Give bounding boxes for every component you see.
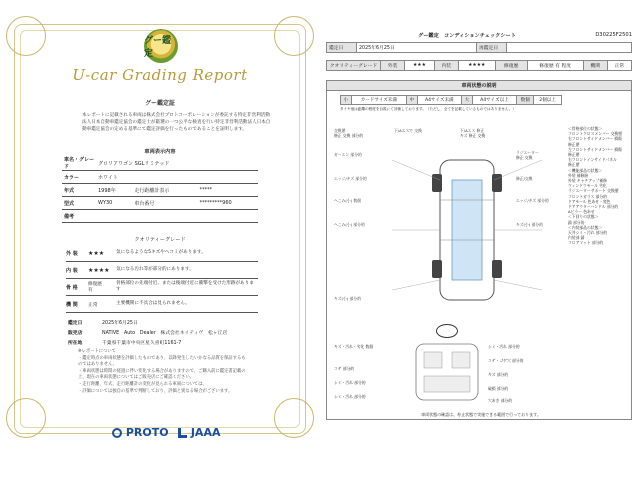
- footer-label: 所在地: [68, 340, 83, 346]
- parts-list-item: 修正歴: [568, 152, 580, 158]
- sheet-footer-note: 車両状態の確認は、券止状態で実施できる範囲で行っております。: [421, 412, 541, 417]
- vehicle-value: [96, 210, 258, 223]
- leader-line: [392, 160, 440, 180]
- certificate-subtitle: グー鑑定証: [144, 100, 175, 107]
- jaaa-logo-text: JAAA: [190, 426, 221, 439]
- note-line: ・評価については独自の基準で判断しており、評価と異なる場合がございます。: [78, 388, 233, 394]
- engine-value: 正常: [607, 61, 631, 71]
- vehicle-label: 車名・グレード: [64, 157, 95, 170]
- damage-label-title: 修正/交換: [516, 176, 533, 181]
- grade-key: 内 装: [66, 267, 78, 274]
- damage-label-title: ガーエン 部分的: [334, 152, 362, 157]
- vehicle-label: 年式: [62, 184, 96, 197]
- grade-summary-row: [327, 61, 632, 71]
- grade-desc: 主要機関に不具合は見られません。: [116, 301, 190, 306]
- rear-seat: [424, 376, 470, 392]
- vehicle-row: [62, 197, 258, 210]
- legend-key: 中: [406, 96, 417, 105]
- quality-grade-list: [66, 245, 258, 313]
- legend-value: 2個以上: [534, 96, 562, 105]
- damage-label-detail: 修正 交換: [516, 155, 533, 160]
- footer-value: 千葉県千葉市中央区星久喜町1161-7: [102, 340, 182, 346]
- date-row: [327, 43, 632, 53]
- interior-label: シミ・汚れ 部分的: [334, 394, 366, 399]
- ornament-top-right: [274, 16, 314, 56]
- legend-value: カードサイズ未満: [351, 96, 406, 105]
- vehicle-row: [62, 171, 258, 184]
- damage-label-title: ラジエーター: [516, 150, 539, 155]
- grade-stars: ★★★★: [88, 266, 110, 274]
- legend-value: A4サイズ以上: [472, 96, 516, 105]
- note-line: ※レポートについて: [78, 349, 116, 354]
- jaaa-logo: [178, 426, 220, 439]
- damage-label: [334, 198, 361, 203]
- interior-label: キズ 部分的: [488, 372, 509, 377]
- grade-label: クオリティーグレード: [327, 61, 381, 71]
- damage-label: [334, 152, 362, 157]
- grade-key: 機 関: [66, 301, 78, 308]
- vehicle-value: 1998年: [96, 184, 132, 197]
- proto-logo: [112, 426, 169, 439]
- footer-row: [66, 317, 258, 327]
- parts-list-item: Aピラー 色あせ: [568, 209, 595, 215]
- quality-grade-title: クオリティーグレード: [134, 237, 186, 243]
- interior-label: コゲ・ゴゲ穴 部分的: [488, 358, 524, 363]
- damage-label-title: へこみ(小) 数個: [334, 198, 361, 203]
- damage-label: [516, 222, 543, 227]
- vehicle-value: WY30: [96, 197, 132, 210]
- parts-list-item: ＜機能部品の状態＞: [568, 167, 603, 173]
- legend-key: 小: [341, 96, 352, 105]
- parts-condition-list: [568, 126, 632, 246]
- legend-row: [341, 96, 562, 105]
- condition-check-sheet: [320, 0, 640, 480]
- damage-label-title: 下/Aエス 修正: [460, 128, 485, 133]
- damage-label: [394, 128, 422, 133]
- leader-line: [494, 280, 542, 290]
- footer-value: NATIVE Auto Dealer 株式会社ネイティヴ 松ヶ丘店: [102, 330, 228, 336]
- badge-text: グー鑑定: [144, 36, 172, 59]
- damage-label: [334, 222, 365, 227]
- vehicle-row: [62, 156, 258, 171]
- parts-list-item: ドアモール 色あせ・変色: [568, 198, 611, 204]
- wheel-rear-right: [492, 260, 502, 278]
- damage-label: [516, 198, 549, 203]
- parts-list-item: フロントガラス 部分的: [568, 193, 607, 199]
- vehicle-value: *****: [198, 184, 258, 197]
- grade-row: [66, 245, 258, 262]
- ornament-top-left: [6, 16, 46, 56]
- grade-stars: ★★★: [88, 249, 105, 257]
- grade-row: [66, 279, 258, 296]
- footer-label: 販売店: [68, 330, 83, 336]
- repair-label: 修復歴: [495, 61, 527, 71]
- ornament-bottom-left: [6, 398, 46, 438]
- footer-row: [66, 327, 258, 337]
- certificate-footer-table: [66, 317, 258, 347]
- parts-list-item: 右フロントサイドメンバー 損傷: [568, 136, 622, 142]
- proto-logo-text: PROTO: [125, 426, 169, 439]
- legend-key: 大: [462, 96, 473, 105]
- exterior-value: ★★★: [405, 61, 435, 71]
- grade-desc: 気になる汚れ等が部分的にあります。: [116, 267, 194, 272]
- grade-desc: 骨格部位の先端付近、または後端付近に衝撃を受けた形跡があります: [116, 281, 254, 292]
- parts-list-item: フロントクロスメンバー 交換歴: [568, 131, 623, 137]
- damage-label-title: へこみ(小) 部分的: [334, 222, 365, 227]
- damage-label-title: 下/Aエスで 交換: [394, 128, 422, 133]
- jaaa-logo-icon: [178, 428, 187, 438]
- quality-grade-table: [326, 60, 632, 71]
- parts-list-item: フロアマット 部分的: [568, 240, 604, 246]
- grade-row: [66, 262, 258, 279]
- parts-list-item: 修正歴: [568, 141, 580, 147]
- ornament-bottom-right: [274, 398, 314, 438]
- grade-key: 骨 格: [66, 284, 78, 291]
- engine-label: 機関: [583, 61, 607, 71]
- vehicle-value: グロリアワゴン SGLリミテッド: [96, 156, 258, 171]
- vehicle-section-title: 車両表示内容: [144, 149, 176, 155]
- repair-value: 修復歴 有 程度: [527, 61, 583, 71]
- damage-label-title: 交換歴: [334, 128, 346, 133]
- footer-label: 鑑定日: [68, 320, 83, 326]
- parts-list-item: 内装部 錆: [568, 235, 585, 241]
- grade-stars: 修復歴 有: [88, 282, 102, 293]
- parts-list-item: ＜内装部品の状態＞: [568, 224, 603, 230]
- condition-title: 車両状態の説明: [326, 80, 632, 91]
- legend-value: A4サイズ未満: [417, 96, 461, 105]
- vehicle-label: 走行距離計表示: [132, 184, 197, 197]
- vehicle-row: [62, 210, 258, 223]
- leader-line: [392, 280, 440, 290]
- parts-list-item: 修正歴: [568, 162, 580, 168]
- parts-list-item: 天井シミ・汚れ 部分的: [568, 230, 608, 236]
- parts-list-item: ＜骨格部位の状態＞: [568, 126, 603, 131]
- note-line: ・鑑定時点の車両状態を評価したものであり、以降発生したいかなる品質を保証するものではありません。: [78, 355, 246, 368]
- car-roof: [452, 180, 482, 280]
- interior-label: シミ・汚れ 部分的: [488, 344, 520, 349]
- parts-list-item: ＜下回りの状態＞: [568, 214, 599, 220]
- interior-label: 内装: [434, 61, 458, 71]
- legend-note: タイヤ他は距離の程度を目視にて評価しております。（ただし、全てを記載しているものではありません。）: [340, 107, 516, 111]
- damage-label-title: エッジ/キズ 部分的: [516, 198, 549, 203]
- interior-diagram: [406, 342, 488, 404]
- front-seat-left: [424, 352, 442, 368]
- parts-list-item: ラジエーターサポート 交換歴: [568, 188, 619, 194]
- damage-label: [334, 176, 367, 181]
- damage-label: [516, 150, 539, 160]
- wheel-front-left: [432, 174, 442, 192]
- interior-label: シミ・汚れ 部分的: [334, 380, 366, 385]
- steering-wheel-icon: [436, 324, 458, 338]
- document-number: D30225F2501: [595, 32, 632, 38]
- parts-list-item: ドアアウターハンドル 部分的: [568, 204, 619, 210]
- reinspect-label: 再鑑定日: [477, 43, 507, 53]
- vehicle-diagram: [392, 140, 542, 320]
- interior-label: キズ・汚れ・劣化 数個: [334, 344, 374, 349]
- footer-value: 2025年6月25日: [102, 320, 138, 326]
- date-value: 2025年6月25日: [357, 43, 477, 53]
- parts-list-item: 外装 補修跡: [568, 172, 589, 178]
- vehicle-row: [62, 184, 258, 197]
- reinspect-value: [507, 43, 632, 53]
- date-label: 鑑定日: [327, 43, 357, 53]
- damage-label-detail: 修正 交換 部分的: [334, 133, 363, 138]
- grade-stars: 正常: [88, 302, 98, 308]
- vehicle-value: *********960: [198, 197, 258, 210]
- vehicle-info-table: [62, 156, 258, 223]
- footer-row: [66, 337, 258, 347]
- interior-label: 穴あき 部分的: [488, 398, 512, 403]
- grade-key: 外 装: [66, 250, 78, 257]
- certificate-title: U-car Grading Report: [72, 66, 248, 84]
- damage-label-title: キズ(小) 部分的: [516, 222, 543, 227]
- damage-label: [334, 128, 363, 138]
- vehicle-label: 車台番号: [132, 197, 197, 210]
- note-line: ・走行距離、年式、走行距離計の変化が見られる車両については、: [78, 381, 207, 387]
- size-legend: [340, 95, 562, 105]
- damage-label: [516, 176, 532, 181]
- damage-label: [460, 128, 485, 138]
- damage-label-title: エッジ/キズ 部分的: [334, 176, 367, 181]
- proto-logo-icon: [112, 428, 122, 438]
- front-seat-right: [452, 352, 470, 368]
- parts-list-item: 右フロントインサイドパネル: [568, 157, 617, 163]
- certificate-intro: 本レポートに記載される車両は株式会社プロトコーポレーションが委託する特定非営利活動法人日本自動車鑑定協会の鑑定士が厳選の一つ公平な検査を行い特定非営利活動法人日本自動車鑑定協会の定める基準にて鑑定評価を行ったものであることを証明します。: [82, 113, 271, 133]
- wheel-rear-left: [432, 260, 442, 278]
- exterior-label: 外装: [381, 61, 405, 71]
- grade-desc: 気になるような5キズやヘコミがあります。: [116, 250, 206, 255]
- parts-list-item: 錆 部分的: [568, 219, 585, 225]
- vehicle-value: ホワイト: [96, 171, 258, 184]
- vehicle-label: カラー: [62, 171, 96, 184]
- wheel-front-right: [492, 174, 502, 192]
- damage-label: [334, 296, 361, 301]
- sheet-title: グー鑑定 コンディションチェックシート: [418, 33, 516, 39]
- damage-label-title: キズ(小) 部分的: [334, 296, 361, 301]
- goo-appraisal-badge-icon: [144, 29, 178, 63]
- vehicle-label: 型式: [62, 197, 96, 210]
- legend-key: 数個: [517, 96, 534, 105]
- grade-row: [66, 296, 258, 313]
- parts-list-item: 外装 キャチアップ補修: [568, 178, 607, 184]
- interior-label: 破損 部分的: [488, 386, 509, 391]
- certificate-notes: [78, 349, 246, 395]
- interior-value: ★★★★: [458, 61, 495, 71]
- parts-list-item: ウィンドウモール 劣化: [568, 183, 607, 189]
- parts-list-item: 左フロントサイドメンバー 損傷: [568, 146, 622, 152]
- appraisal-date-table: [326, 42, 632, 53]
- interior-label: コゲ 部分的: [334, 366, 355, 371]
- vehicle-label: 備考: [62, 210, 96, 223]
- note-line: ・車両状態は時間の経過に伴い変化する場合がありますので、ご購入前に鑑定書記載の上、現在の車両状態についてはご販売店にご確認ください。: [78, 368, 246, 381]
- damage-label-detail: キズ 修正 交換: [460, 133, 486, 138]
